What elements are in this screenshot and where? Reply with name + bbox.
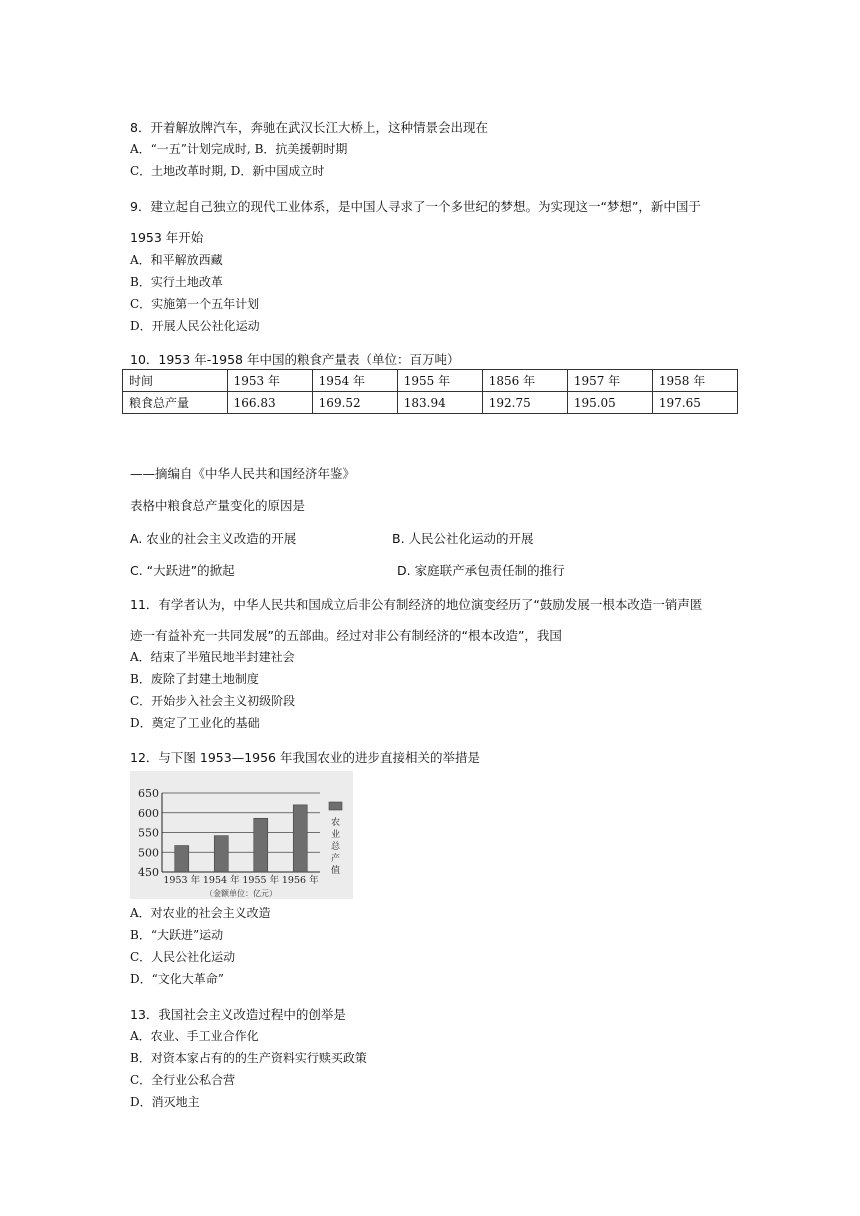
q10-option-b: B. 人民公社化运动的开展 [392,531,534,546]
q10-source: ——摘编自《中华人民共和国经济年鉴》 [130,466,356,481]
q13-option-c: C．全行业公私合营 [130,1073,236,1087]
table-cell: 1953 年 [227,370,312,392]
q12-stem: 12．与下图 1953—1956 年我国农业的进步直接相关的举措是 [130,750,480,765]
legend-label: 值 [330,866,341,876]
legend-swatch [329,802,342,810]
q10-question: 表格中粮食总产量变化的原因是 [130,498,306,513]
legend-label: 总 [330,842,341,852]
legend-label: 业 [330,830,341,840]
agriculture-output-chart [130,771,353,899]
legend-label: 农 [330,818,341,828]
y-tick-label: 500 [138,846,159,860]
x-tick-label: 1954 年 [202,875,240,886]
q9-stem-line2: 1953 年开始 [130,230,204,245]
q12-option-b: B．“大跃进”运动 [130,928,224,942]
q9-option-a: A．和平解放西藏 [130,253,223,267]
q9-stem-line1: 9．建立起自己独立的现代工业体系，是中国人寻求了一个多世纪的梦想。为实现这一“梦想”，新中国于 [130,199,701,214]
table-cell: 1958 年 [652,370,737,392]
q11-stem-line2: 迹一有益补充一共同发展”的五部曲。经过对非公有制经济的“根本改造”，我国 [130,628,562,643]
q10-option-a: A. 农业的社会主义改造的开展 [130,531,297,546]
table-cell: 166.83 [227,392,312,414]
q10-stem: 10．1953 年-1958 年中国的粮食产量表（单位：百万吨） [130,352,460,367]
y-tick-label: 650 [138,787,159,800]
q9-option-b: B．实行土地改革 [130,275,223,289]
q12-option-c: C．人民公社化运动 [130,950,236,964]
table-cell: 192.75 [482,392,567,414]
q11-option-c: C．开始步入社会主义初级阶段 [130,694,296,708]
q11-option-b: B．废除了封建土地制度 [130,672,259,686]
table-cell: 粮食总产量 [123,392,228,414]
q12-option-a: A．对农业的社会主义改造 [130,906,271,920]
bar [293,805,307,872]
q13-option-a: A．农业、手工业合作化 [130,1029,259,1043]
q13-stem: 13．我国社会主义改造过程中的创举是 [130,1007,346,1022]
table-cell: 1955 年 [397,370,482,392]
grain-output-table [122,369,738,414]
table-cell: 195.05 [567,392,652,414]
table-cell: 1856 年 [482,370,567,392]
bar [254,818,268,872]
q10-option-c: C. “大跃进”的掀起 [130,563,235,578]
q13-option-b: B．对资本家占有的的生产资料实行赎买政策 [130,1051,367,1065]
table-row [123,392,738,414]
q12-option-d: D．“文化大革命” [130,972,224,986]
y-tick-label: 600 [138,806,159,820]
table-cell: 183.94 [397,392,482,414]
x-tick-label: 1956 年 [281,875,319,886]
chart-svg [130,771,353,899]
legend-label: 产 [330,854,341,864]
y-tick-label: 450 [138,866,159,879]
q11-stem-line1: 11．有学者认为，中华人民共和国成立后非公有制经济的地位演变经历了“鼓励发展一根本改造一销声匿 [130,597,703,612]
unit-label: （金额单位：亿元） [205,889,277,898]
y-tick-label: 550 [138,826,159,840]
table-cell: 1957 年 [567,370,652,392]
q9-option-c: C．实施第一个五年计划 [130,297,260,311]
q10-option-d: D. 家庭联产承包责任制的推行 [397,563,565,578]
table-header-row [123,370,738,392]
bar [214,836,228,872]
q8-option-cd: C．土地改革时期, D．新中国成立时 [130,164,325,178]
bar [175,846,189,872]
q8-option-ab: A．“一五”计划完成时, B．抗美援朝时期 [130,142,348,156]
table-cell: 197.65 [652,392,737,414]
q11-option-a: A．结束了半殖民地半封建社会 [130,650,295,664]
x-tick-label: 1953 年 [163,875,201,886]
table-cell: 169.52 [312,392,397,414]
q8-stem: 8．开着解放牌汽车，奔驰在武汉长江大桥上，这种情景会出现在 [130,120,488,135]
table-cell: 1954 年 [312,370,397,392]
q11-option-d: D．奠定了工业化的基础 [130,716,260,730]
x-tick-label: 1955 年 [242,875,280,886]
q13-option-d: D．消灭地主 [130,1095,200,1109]
q9-option-d: D．开展人民公社化运动 [130,319,260,333]
table-cell: 时间 [123,370,228,392]
